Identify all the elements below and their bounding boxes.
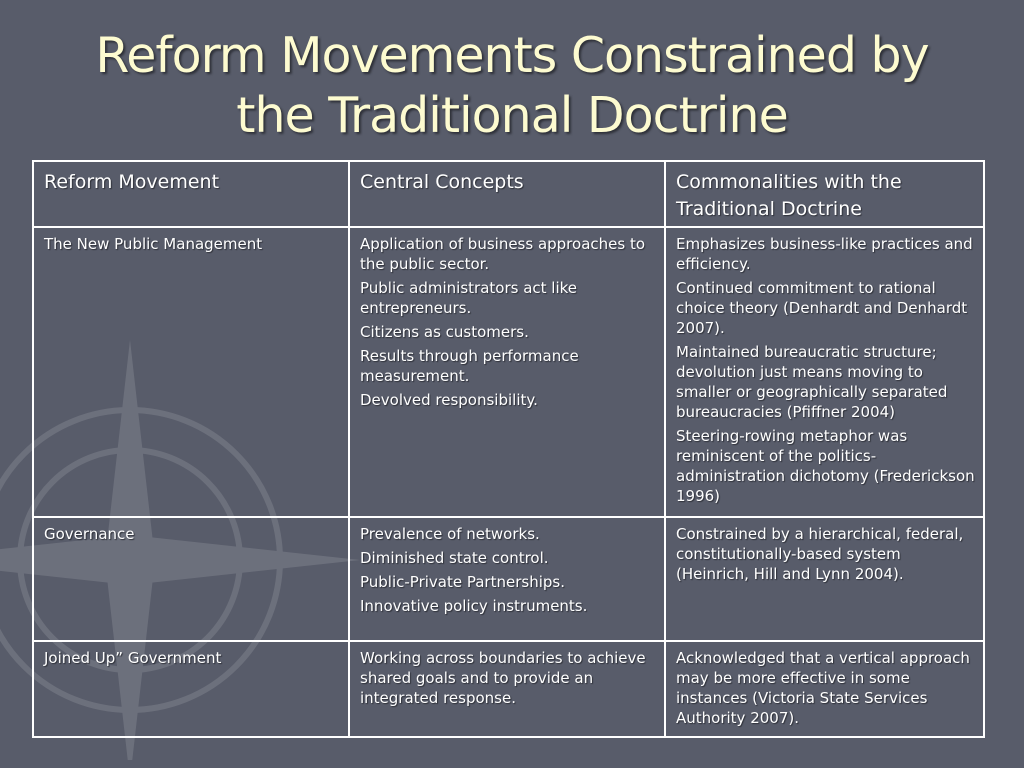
concept-item: Innovative policy instruments. bbox=[360, 596, 588, 615]
concept-item: Results through performance measurement. bbox=[360, 347, 579, 386]
concept-item: Devolved responsibility. bbox=[360, 391, 538, 410]
movement-cell: The New Public Management bbox=[33, 227, 349, 517]
concept-item: Citizens as customers. bbox=[360, 323, 529, 342]
movement-cell: Governance bbox=[33, 517, 349, 641]
commonality-item: Constrained by a hierarchical, federal, constitutionally-based system (Heinrich, Hill and Lynn 2004). bbox=[676, 524, 964, 583]
concepts-cell bbox=[349, 641, 665, 737]
commonality-item: Emphasizes business-like practices and efficiency. bbox=[676, 235, 973, 274]
commonalities-cell bbox=[665, 227, 984, 517]
table-header-row bbox=[33, 161, 984, 227]
slide-title-line-2: the Traditional Doctrine bbox=[236, 87, 788, 144]
commonalities-cell bbox=[665, 517, 984, 641]
concept-item: Diminished state control. bbox=[360, 548, 549, 567]
header-reform-movement: Reform Movement bbox=[33, 161, 349, 227]
commonality-item: Continued commitment to rational choice theory (Denhardt and Denhardt 2007). bbox=[676, 279, 968, 338]
concept-item: Working across boundaries to achieve shared goals and to provide an integrated response. bbox=[360, 649, 646, 708]
concepts-cell bbox=[349, 517, 665, 641]
commonality-item: Acknowledged that a vertical approach may be more effective in some instances (Victoria State Services Authority 2007). bbox=[676, 649, 970, 728]
table-row bbox=[33, 641, 984, 737]
commonality-item: Steering-rowing metaphor was reminiscent of the politics-administration dichotomy (Frederickson 1996) bbox=[676, 427, 975, 506]
concept-item: Prevalence of networks. bbox=[360, 524, 540, 543]
commonalities-cell bbox=[665, 641, 984, 737]
concepts-cell bbox=[349, 227, 665, 517]
reform-movements-table bbox=[32, 160, 985, 738]
commonality-item: Maintained bureaucratic structure; devolution just means moving to smaller or geographically separated bureaucracies (Pfiffner 2004) bbox=[676, 343, 948, 422]
header-commonalities: Commonalities with the Traditional Doctrine bbox=[665, 161, 984, 227]
concept-item: Application of business approaches to the public sector. bbox=[360, 235, 646, 274]
movement-cell: Joined Up” Government bbox=[33, 641, 349, 737]
slide-title bbox=[0, 26, 1024, 146]
table-row bbox=[33, 517, 984, 641]
concept-item: Public administrators act like entrepreneurs. bbox=[360, 279, 577, 318]
table-row bbox=[33, 227, 984, 517]
slide-title-line-1: Reform Movements Constrained by bbox=[95, 27, 929, 84]
concept-item: Public-Private Partnerships. bbox=[360, 572, 565, 591]
header-central-concepts: Central Concepts bbox=[349, 161, 665, 227]
